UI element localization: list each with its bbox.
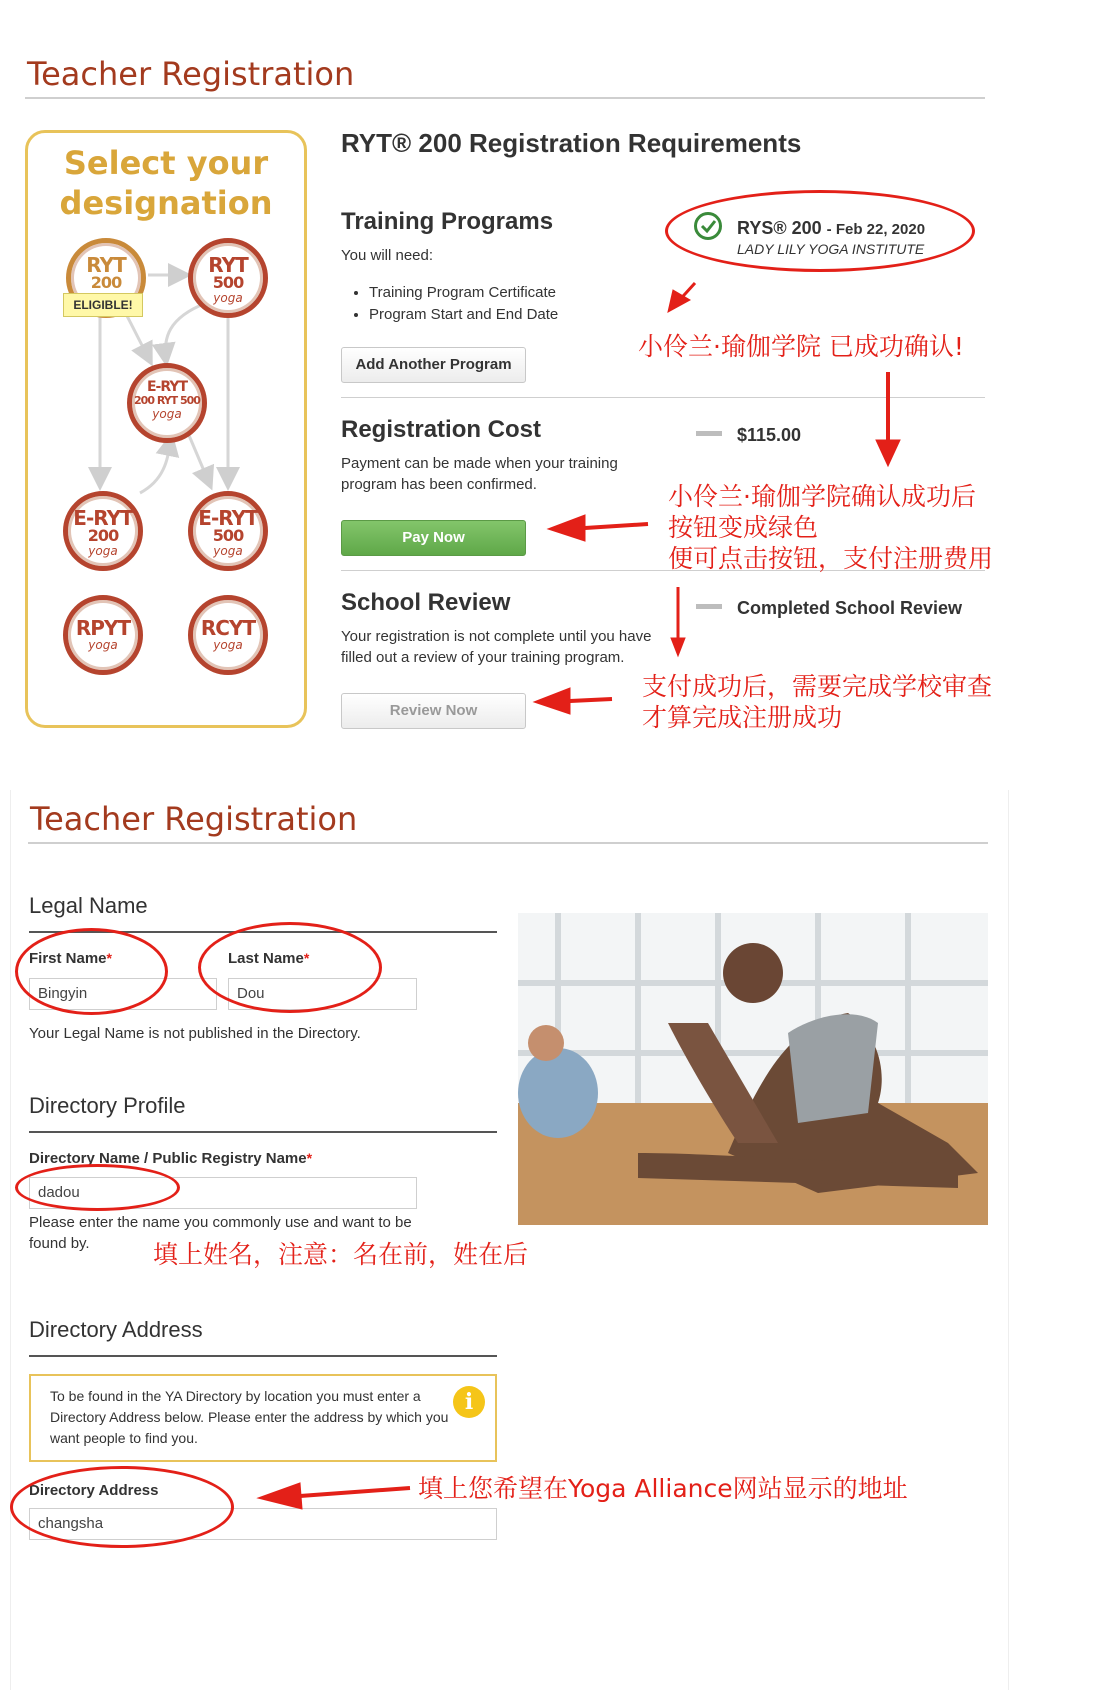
cost-desc: Payment can be made when your training program has been confirmed.	[341, 455, 618, 493]
badge-e-ryt-200[interactable]: E-RYT 200 yoga	[63, 491, 143, 571]
add-another-program-button[interactable]: Add Another Program	[341, 347, 526, 383]
directory-address-input[interactable]: changsha	[29, 1508, 497, 1540]
review-now-button[interactable]: Review Now	[341, 693, 526, 729]
annotation-oval	[15, 928, 168, 1015]
annotation-text: 填上您希望在Yoga Alliance网站显示的地址	[418, 1474, 908, 1503]
yoga-photo-illustration	[518, 913, 988, 1225]
badge-rcyt[interactable]: RCYT yoga	[188, 595, 268, 675]
page-title: Teacher Registration	[27, 55, 355, 93]
badge-e-ryt-500[interactable]: E-RYT 500 yoga	[188, 491, 268, 571]
directory-address-heading: Directory Address	[29, 1317, 203, 1342]
annotation-oval	[10, 1466, 234, 1548]
review-heading: School Review	[341, 589, 511, 616]
program-school-name: LADY LILY YOGA INSTITUTE	[737, 241, 925, 257]
legal-name-heading: Legal Name	[29, 893, 148, 918]
first-name-label: First Name*	[29, 950, 112, 967]
badge-rpyt[interactable]: RPYT yoga	[63, 595, 143, 675]
annotation-text: 小伶兰·瑜伽学院 已成功确认!	[638, 332, 964, 361]
directory-name-label: Directory Name / Public Registry Name*	[29, 1150, 313, 1167]
page-title: Teacher Registration	[30, 800, 358, 838]
eligible-badge: ELIGIBLE!	[63, 293, 143, 317]
annotation-oval	[15, 1164, 180, 1211]
yoga-photo	[518, 913, 988, 1225]
annotation-oval	[198, 922, 382, 1013]
badge-e-ryt-200-ryt-500[interactable]: E-RYT 200 RYT 500 yoga	[127, 363, 207, 443]
last-name-label: Last Name*	[228, 950, 310, 967]
list-item: • Program Start and End Date	[369, 304, 641, 326]
info-text: To be found in the YA Directory by location you must enter a Directory Address below. Please enter the address by which you want people to find you.	[50, 1388, 449, 1446]
info-icon: i	[453, 1386, 485, 1418]
directory-name-input[interactable]: dadou	[29, 1177, 417, 1209]
first-name-input[interactable]: Bingyin	[29, 978, 217, 1010]
directory-address-label: Directory Address	[29, 1482, 159, 1499]
info-box	[29, 1374, 497, 1462]
cost-amount: $115.00	[737, 425, 802, 445]
designation-heading: Select your designation	[59, 144, 273, 222]
cost-heading: Registration Cost	[341, 416, 542, 443]
review-desc: Your registration is not complete until you have filled out a review of your training program.	[341, 628, 652, 666]
list-item: • Training Program Certificate	[369, 282, 641, 304]
section-divider	[29, 1131, 497, 1133]
directory-name-note: Please enter the name you commonly use and want to be found by.	[29, 1214, 412, 1252]
badge-ryt-200[interactable]: RYT 200	[66, 238, 146, 318]
annotation-text: 按钮变成绿色	[668, 513, 819, 542]
training-need: You will need:	[341, 247, 434, 264]
annotation-text: 支付成功后，需要完成学校审查	[642, 672, 993, 701]
pay-now-button[interactable]: Pay Now	[341, 520, 526, 556]
legal-name-note: Your Legal Name is not published in the Directory.	[29, 1025, 361, 1042]
directory-profile-heading: Directory Profile	[29, 1093, 186, 1118]
section-divider	[29, 1355, 497, 1357]
program-status-title: RYS® 200 - Feb 22, 2020	[737, 218, 926, 238]
annotation-text: 便可点击按钮，支付注册费用	[668, 544, 994, 573]
annotation-text: 才算完成注册成功	[642, 703, 843, 732]
annotation-text: 小伶兰·瑜伽学院确认成功后	[668, 482, 976, 511]
annotation-text: 填上姓名，注意：名在前，姓在后	[153, 1240, 529, 1269]
annotation-arrows	[0, 0, 1098, 760]
title-divider	[28, 842, 988, 844]
annotation-arrow	[240, 1470, 420, 1520]
badge-ryt-500[interactable]: RYT 500 yoga	[188, 238, 268, 318]
requirements-title: RYT® 200 Registration Requirements	[341, 128, 802, 158]
review-status: Completed School Review	[737, 598, 963, 618]
last-name-input[interactable]: Dou	[228, 978, 417, 1010]
training-heading: Training Programs	[341, 208, 554, 235]
